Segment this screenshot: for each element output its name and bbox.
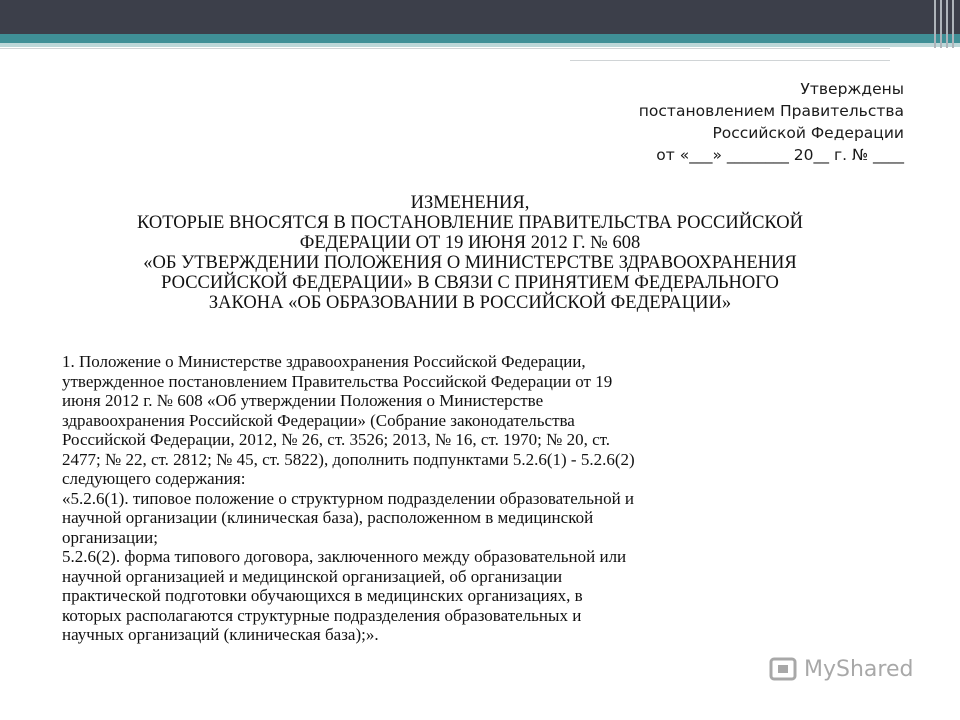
myshared-logo-icon <box>768 654 798 684</box>
slide-teal-band <box>0 34 960 43</box>
paragraph-line: научных организаций (клиническая база);». <box>62 625 379 644</box>
paragraph-line: организации; <box>62 527 158 547</box>
paragraph-line: 5.2.6(2). форма типового договора, заключенного между образовательной или <box>62 547 627 566</box>
paragraph-line: научной организацией и медицинской организацией, об организации <box>62 566 563 586</box>
approval-block <box>639 78 904 166</box>
slide-rule-line <box>0 48 890 49</box>
title-line: ФЕДЕРАЦИИ ОТ 19 ИЮНЯ 2012 Г. № 608 <box>299 233 641 253</box>
paragraph-line: 1. Положение о Министерстве здравоохранения Российской Федерации, <box>62 352 586 371</box>
document-title <box>40 193 900 313</box>
title-line: ИЗМЕНЕНИЯ, <box>410 193 530 213</box>
paragraph-line: Российской Федерации, 2012, № 26, ст. 3526; 2013, № 16, ст. 1970; № 20, ст. <box>62 430 611 449</box>
paragraph-line: «5.2.6(1). типовое положение о структурном подразделении образовательной и <box>62 488 635 508</box>
approval-line: Утверждены <box>800 80 904 98</box>
myshared-watermark <box>768 654 913 684</box>
approval-line: от «___» ________ 20__ г. № ____ <box>656 146 904 164</box>
paragraph-line: научной организации (клиническая база), расположенном в медицинской <box>62 508 594 527</box>
title-line: ЗАКОНА «ОБ ОБРАЗОВАНИИ В РОССИЙСКОЙ ФЕДЕРАЦИИ» <box>208 293 732 313</box>
paragraph-line: здравоохранения Российской Федерации» (Собрание законодательства <box>62 410 575 430</box>
slide-top-bar <box>0 0 960 34</box>
paragraph-line: июня 2012 г. № 608 «Об утверждении Положения о Министерстве <box>62 391 544 410</box>
title-line: КОТОРЫЕ ВНОСЯТСЯ В ПОСТАНОВЛЕНИЕ ПРАВИТЕЛЬСТВА РОССИЙСКОЙ <box>136 213 804 233</box>
paragraph-line: утвержденное постановлением Правительства Российской Федерации от 19 <box>62 371 613 391</box>
document-body <box>62 352 882 645</box>
approval-line: постановлением Правительства <box>638 102 904 120</box>
watermark-text: MyShared <box>804 656 914 682</box>
approval-line: Российской Федерации <box>712 124 904 142</box>
paragraph-5-2-6-1 <box>62 489 882 548</box>
slide-rule-line-short <box>570 60 890 61</box>
paragraph-line: следующего содержания: <box>62 469 246 488</box>
paragraph-line: практической подготовки обучающихся в медицинских организациях, в <box>62 586 583 605</box>
paragraph-line: которых располагаются структурные подразделения образовательных и <box>62 605 582 625</box>
paragraph-1 <box>62 352 882 489</box>
title-line: РОССИЙСКОЙ ФЕДЕРАЦИИ» В СВЯЗИ С ПРИНЯТИЕМ ФЕДЕРАЛЬНОГО <box>161 273 779 293</box>
slide-teal-light-band <box>0 43 960 47</box>
paragraph-5-2-6-2 <box>62 547 882 645</box>
slide-corner-stripes <box>930 0 960 48</box>
paragraph-line: 2477; № 22, ст. 2812; № 45, ст. 5822), дополнить подпунктами 5.2.6(1) - 5.2.6(2) <box>62 449 635 469</box>
title-line: «ОБ УТВЕРЖДЕНИИ ПОЛОЖЕНИЯ О МИНИСТЕРСТВЕ ЗДРАВООХРАНЕНИЯ <box>143 253 797 273</box>
